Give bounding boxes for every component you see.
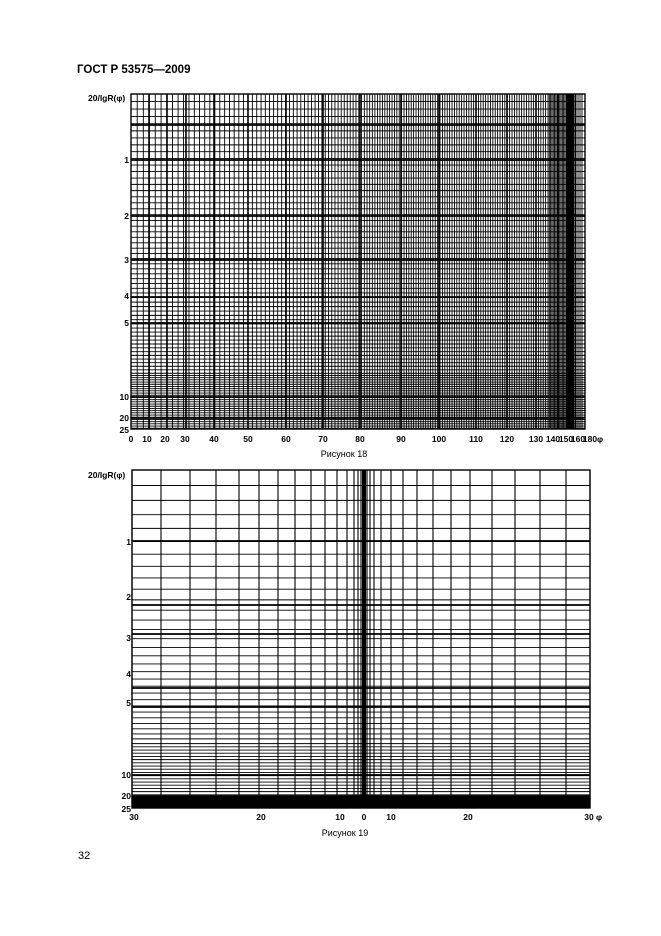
- y-tick-label: 4: [124, 291, 129, 301]
- x-tick-label: 110: [469, 434, 483, 444]
- y-tick-label: 1: [126, 537, 131, 547]
- x-tick-label: 60: [281, 434, 291, 444]
- x-tick-label: 0: [128, 434, 134, 444]
- y-tick-label: 25: [121, 804, 131, 814]
- x-tick-label: 10: [142, 434, 152, 444]
- figure-19-grid: [132, 470, 590, 808]
- y-tick-label: 10: [121, 770, 131, 780]
- y-axis-title: 20/lgR(φ): [88, 93, 126, 103]
- x-tick-label: 140: [545, 434, 561, 444]
- dense-vertical-band: [566, 94, 574, 429]
- y-tick-label: 10: [119, 392, 129, 402]
- document-code: ГОСТ Р 53575—2009: [77, 64, 191, 76]
- x-tick-label: 160: [570, 434, 586, 444]
- x-tick-label: 30: [584, 812, 594, 822]
- x-tick-label: 80: [355, 434, 365, 444]
- y-tick-label: 4: [126, 669, 131, 679]
- x-tick-label: 40: [209, 434, 219, 444]
- y-tick-label: 5: [124, 318, 129, 328]
- x-tick-label: 20: [463, 812, 473, 822]
- x-tick-label: 10: [386, 812, 396, 822]
- y-tick-label: 1: [124, 155, 129, 165]
- figure-18-caption: Рисунок 18: [320, 449, 368, 459]
- x-tick-label: 90: [396, 434, 406, 444]
- x-tick-label: 70: [318, 434, 328, 444]
- x-tick-label: 10: [335, 812, 345, 822]
- x-tick-label: 20: [256, 812, 266, 822]
- x-tick-label: 30: [129, 812, 139, 822]
- x-tick-label: 30: [180, 434, 190, 444]
- page-number: 32: [78, 850, 91, 862]
- x-tick-label: 100: [431, 434, 447, 444]
- y-tick-label: 2: [124, 211, 129, 221]
- x-axis-title: φ: [596, 434, 604, 444]
- y-tick-label: 3: [126, 633, 131, 643]
- x-tick-label: 20: [160, 434, 170, 444]
- x-tick-label: 180: [582, 434, 598, 444]
- y-tick-label: 2: [126, 592, 131, 602]
- y-tick-label: 5: [126, 698, 131, 708]
- dense-horizontal-band: [132, 796, 590, 808]
- x-tick-label: 0: [361, 812, 367, 822]
- figure-18-grid: [131, 94, 585, 429]
- y-tick-label: 20: [121, 791, 131, 801]
- x-tick-label: 130: [528, 434, 544, 444]
- y-axis-title: 20/lgR(φ): [88, 470, 126, 480]
- x-axis-title: φ: [595, 812, 603, 822]
- y-tick-label: 20: [119, 413, 129, 423]
- y-tick-label: 25: [119, 425, 129, 435]
- x-tick-label: 120: [499, 434, 515, 444]
- x-tick-label: 150: [558, 434, 574, 444]
- x-tick-label: 50: [243, 434, 253, 444]
- y-tick-label: 3: [124, 255, 129, 265]
- figure-19-caption: Рисунок 19: [321, 828, 369, 838]
